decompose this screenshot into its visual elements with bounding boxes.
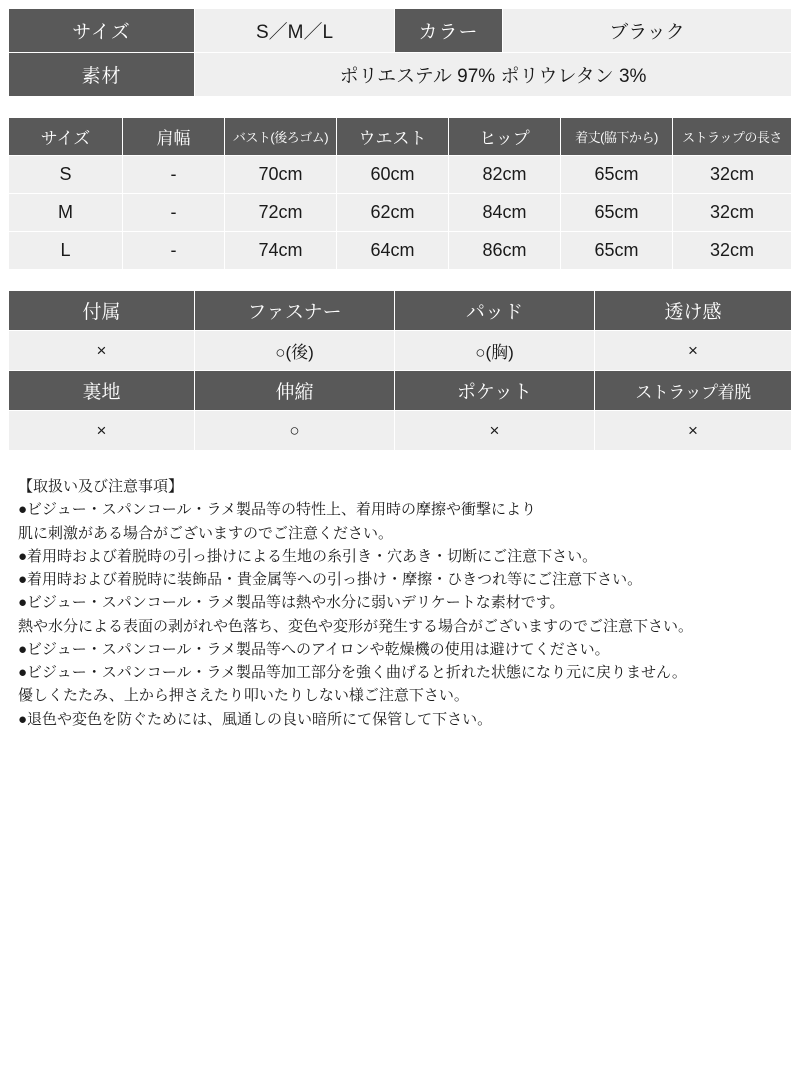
care-note-line: 肌に刺激がある場合がございますのでご注意ください。	[18, 524, 394, 542]
label-stretch: 伸縮	[195, 371, 395, 411]
cell-shoulder: -	[123, 232, 225, 270]
label-strap-detach: ストラップ着脱	[595, 371, 792, 411]
care-notes	[8, 475, 792, 731]
care-note-line: ●ビジュー・スパンコール・ラメ製品等へのアイロンや乾燥機の使用は避けてください。	[18, 640, 610, 658]
col-header-hip: ヒップ	[449, 118, 561, 156]
value-stretch: ○	[195, 411, 395, 451]
care-note-line: ●ビジュー・スパンコール・ラメ製品等加工部分を強く曲げると折れた状態になり元に戻りません。	[18, 664, 687, 681]
care-note-line: ●ビジュー・スパンコール・ラメ製品等の特性上、着用時の摩擦や衝撃により	[18, 501, 537, 519]
table-row	[9, 411, 792, 451]
value-color: ブラック	[503, 9, 792, 53]
care-notes-title: 【取扱い及び注意事項】	[18, 478, 184, 495]
cell-strap: 32cm	[673, 194, 792, 232]
label-pocket: ポケット	[395, 371, 595, 411]
col-header-length: 着丈(脇下から)	[561, 118, 673, 156]
table-row	[9, 156, 792, 194]
cell-waist: 62cm	[337, 194, 449, 232]
label-pad: パッド	[395, 291, 595, 331]
care-note-line: ●着用時および着脱時の引っ掛けによる生地の糸引き・穴あき・切断にご注意下さい。	[18, 547, 598, 565]
care-note-line: 熱や水分による表面の剥がれや色落ち、変色や変形が発生する場合がございますのでご注意下さい。	[18, 617, 694, 635]
size-chart-table	[8, 117, 792, 270]
table-row	[9, 232, 792, 270]
care-note-line: 優しくたたみ、上から押さえたり叩いたりしない様ご注意下さい。	[18, 687, 469, 705]
care-note-line: ●着用時および着脱時に装飾品・貴金属等への引っ掛け・摩擦・ひきつれ等にご注意下さい。	[18, 571, 643, 588]
value-pocket: ×	[395, 411, 595, 451]
label-size: サイズ	[9, 9, 195, 53]
value-size: S／M／L	[195, 9, 395, 53]
basic-spec-table	[8, 8, 792, 97]
table-header-row	[9, 118, 792, 156]
value-accessory: ×	[9, 331, 195, 371]
label-zipper: ファスナー	[195, 291, 395, 331]
table-row	[9, 331, 792, 371]
cell-length: 65cm	[561, 156, 673, 194]
cell-shoulder: -	[123, 156, 225, 194]
spacer	[8, 270, 792, 290]
label-lining: 裏地	[9, 371, 195, 411]
care-note-line: ●退色や変色を防ぐためには、風通しの良い暗所にて保管して下さい。	[18, 710, 493, 728]
table-row	[9, 53, 792, 97]
cell-strap: 32cm	[673, 232, 792, 270]
cell-shoulder: -	[123, 194, 225, 232]
table-header-row	[9, 291, 792, 331]
table-row	[9, 9, 792, 53]
care-note-line: ●ビジュー・スパンコール・ラメ製品等は熱や水分に弱いデリケートな素材です。	[18, 594, 565, 612]
cell-size: L	[9, 232, 123, 270]
cell-size: M	[9, 194, 123, 232]
cell-bust: 72cm	[225, 194, 337, 232]
cell-strap: 32cm	[673, 156, 792, 194]
cell-hip: 82cm	[449, 156, 561, 194]
col-header-bust: バスト(後ろゴム)	[225, 118, 337, 156]
value-material: ポリエステル 97% ポリウレタン 3%	[195, 53, 792, 97]
value-pad: ○(胸)	[395, 331, 595, 371]
cell-waist: 64cm	[337, 232, 449, 270]
attribute-table	[8, 290, 792, 451]
cell-hip: 84cm	[449, 194, 561, 232]
cell-bust: 74cm	[225, 232, 337, 270]
cell-hip: 86cm	[449, 232, 561, 270]
cell-bust: 70cm	[225, 156, 337, 194]
value-strap-detach: ×	[595, 411, 792, 451]
table-header-row	[9, 371, 792, 411]
cell-size: S	[9, 156, 123, 194]
label-color: カラー	[395, 9, 503, 53]
label-accessory: 付属	[9, 291, 195, 331]
cell-length: 65cm	[561, 194, 673, 232]
col-header-waist: ウエスト	[337, 118, 449, 156]
table-row	[9, 194, 792, 232]
col-header-strap: ストラップの長さ	[673, 118, 792, 156]
cell-waist: 60cm	[337, 156, 449, 194]
value-sheerness: ×	[595, 331, 792, 371]
cell-length: 65cm	[561, 232, 673, 270]
col-header-shoulder: 肩幅	[123, 118, 225, 156]
value-zipper: ○(後)	[195, 331, 395, 371]
col-header-size: サイズ	[9, 118, 123, 156]
spacer	[8, 97, 792, 117]
label-sheerness: 透け感	[595, 291, 792, 331]
label-material: 素材	[9, 53, 195, 97]
value-lining: ×	[9, 411, 195, 451]
